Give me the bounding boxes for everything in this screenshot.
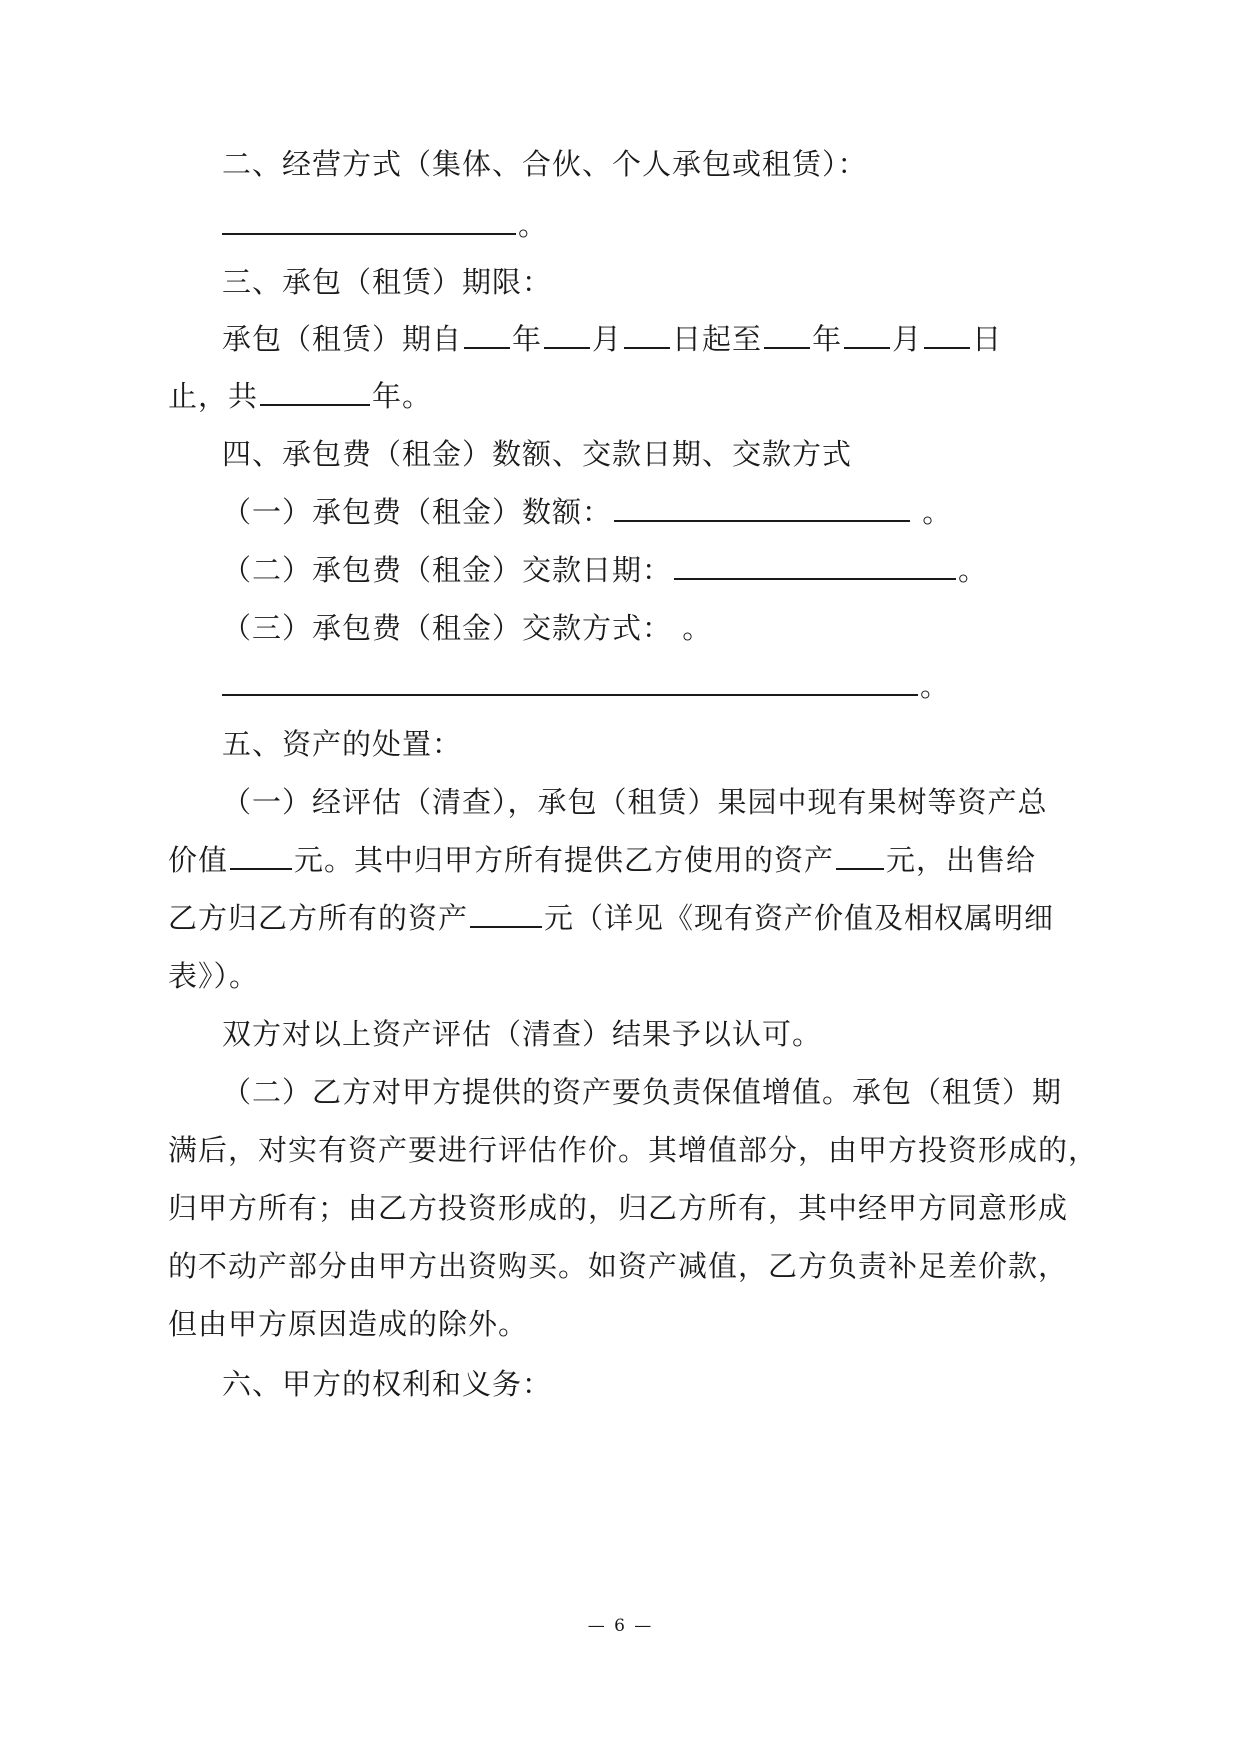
section-2-title: 二、经营方式（集体、合伙、个人承包或租赁）： [222,147,868,181]
text: 日 [972,322,1003,356]
section-5-p2-line-4: 的不动产部分由甲方出资购买。如资产减值，乙方负责补足差价款， [168,1249,1069,1283]
text: 元。其中归甲方所有提供乙方使用的资产 [294,843,835,877]
section-3-title: 三、承包（租赁）期限： [222,265,553,299]
section-5-p1-line-1: （一）经评估（清查），承包（租赁）果园中现有果树等资产总 [222,785,1048,819]
text: 年 [812,322,843,356]
fill-blank[interactable] [764,325,810,349]
text: 年 [512,322,543,356]
section-4-title: 四、承包费（租金）数额、交款日期、交款方式 [222,437,853,471]
text: （二）承包费（租金）交款日期： [222,553,673,587]
text: 元，出售给 [886,843,1037,877]
fill-blank[interactable] [230,846,292,870]
fill-blank[interactable] [674,556,956,580]
fill-blank[interactable] [614,498,910,522]
fill-blank[interactable] [836,846,884,870]
text: 承包（租赁）期自 [222,322,463,356]
section-6-title: 六、甲方的权利和义务： [222,1367,553,1401]
punct: 。 [958,553,989,587]
section-5-agreement: 双方对以上资产评估（清查）结果予以认可。 [222,1017,823,1051]
fill-blank[interactable] [222,211,516,235]
fill-blank[interactable] [844,325,890,349]
text: 月 [892,322,923,356]
section-4-item-3 [222,608,712,648]
page-number: — 6 — [587,1616,654,1636]
text: （一）承包费（租金）数额： [222,495,613,529]
section-4-item-1 [222,492,952,532]
text: 月 [592,322,623,356]
section-4-item-2 [222,550,988,590]
section-4-item-3-blank-line [222,666,950,706]
text: 止，共 [168,379,259,413]
fill-blank[interactable] [260,382,370,406]
fill-blank[interactable] [544,325,590,349]
section-2-blank-line [222,205,548,245]
punct: 。 [672,611,713,645]
text: 价值 [168,843,229,877]
fill-blank[interactable] [222,672,918,696]
fill-blank[interactable] [924,325,970,349]
section-5-p1-line-4: 表》）。 [168,959,260,993]
text: 年。 [372,379,433,413]
section-5-title: 五、资产的处置： [222,727,463,761]
fill-blank[interactable] [470,904,542,928]
text: 元（详见《现有资产价值及相权属明细 [544,901,1055,935]
punct: 。 [518,208,549,242]
section-5-p2-line-1: （二）乙方对甲方提供的资产要负责保值增值。承包（租赁）期 [222,1075,1063,1109]
fill-blank[interactable] [624,325,670,349]
section-5-p1-line-3 [168,898,1054,938]
section-3-period-line [222,319,1002,359]
section-5-p1-line-2 [168,840,1036,880]
section-5-p2-line-2: 满后，对实有资产要进行评估作价。其增值部分，由甲方投资形成的， [168,1133,1099,1167]
fill-blank[interactable] [464,325,510,349]
section-5-p2-line-5: 但由甲方原因造成的除外。 [168,1307,529,1341]
section-5-p2-line-3: 归甲方所有；由乙方投资形成的，归乙方所有，其中经甲方同意形成 [168,1191,1069,1225]
text: 乙方归乙方所有的资产 [168,901,469,935]
punct: 。 [912,495,953,529]
text: （三）承包费（租金）交款方式： [222,611,673,645]
section-3-total-line [168,376,432,416]
punct: 。 [920,669,951,703]
text: 日起至 [672,322,763,356]
